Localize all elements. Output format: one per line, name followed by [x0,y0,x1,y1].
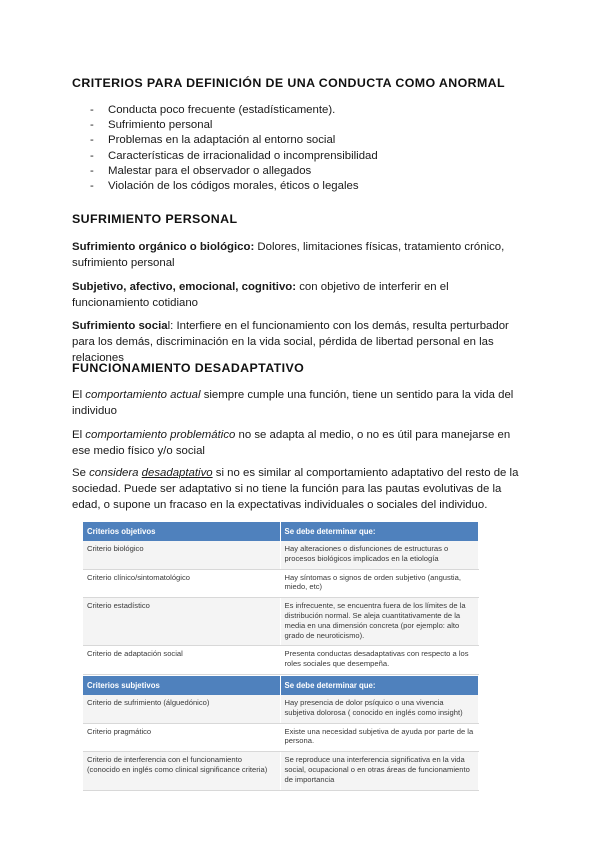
table-cell: Criterio de sufrimiento (álguedónico) [83,695,280,723]
list-item: - Malestar para el observador o allegados [90,164,378,179]
list-item: - Conducta poco frecuente (estadísticamente). [90,103,378,118]
paragraph-actual [72,387,528,419]
table-cell: Hay presencia de dolor psíquico o una vivencia subjetiva dolorosa ( conocido en inglés como insight) [280,695,478,723]
table-cell: Criterio de adaptación social [83,646,280,675]
section-title-sufrimiento: SUFRIMIENTO PERSONAL [72,212,238,226]
table-cell: Criterio clínico/sintomatológico [83,569,280,598]
table-cell: Es infrecuente, se encuentra fuera de los límites de la distribución normal. Se aleja cuantitativamente de la media en una dimensión concreta (por ejemplo: alto grado de neuroticismo). [280,598,478,646]
term-organico: Sufrimiento orgánico o biológico: [72,241,255,253]
table-row [83,541,478,569]
list-item: - Sufrimiento personal [90,118,378,133]
section-title-funcionamiento: FUNCIONAMIENTO DESADAPTATIVO [72,361,305,375]
paragraph-problematico [72,427,528,459]
table-cell: Criterio pragmático [83,723,280,752]
table-row [83,598,478,646]
paragraph-text: El [72,429,86,441]
criteria-list [90,103,378,194]
table-cell: Se reproduce una interferencia significativa en la vida social, ocupacional o en otras áreas de funcionamiento de importancia [280,752,478,790]
paragraph-text: con objetivo de interferir en el funcionamiento cotidiano [72,281,449,309]
section-title-criterios: CRITERIOS PARA DEFINICIÓN DE UNA CONDUCTA COMO ANORMAL [72,76,505,90]
table-cell: Presenta conductas desadaptativas con respecto a los roles sociales que desempeña. [280,646,478,675]
term-subjetivo: Subjetivo, afectivo, emocional, cognitivo: [72,281,297,293]
term-considera: considera [89,467,139,479]
objective-criteria-table [83,522,479,675]
term-problematico: comportamiento problemático [85,429,236,441]
paragraph-text: Dolores, limitaciones físicas, tratamiento crónico, sufrimiento personal [72,241,505,269]
table-header: Criterios objetivos [83,522,280,541]
table-cell: Hay alteraciones o disfunciones de estructuras o procesos biológicos implicados en la etiología [280,541,478,569]
table-cell: Criterio de interferencia con el funcionamiento (conocido en inglés como clinical significance criteria) [83,752,280,790]
table-row [83,569,478,598]
paragraph-text: Se [72,467,90,479]
paragraph-text: siempre cumple una función, tiene un sentido para la vida del individuo [72,389,514,417]
list-item: - Características de irracionalidad o incomprensibilidad [90,149,378,164]
paragraph-text: l: Interfiere en el funcionamiento con los demás, resulta perturbador para los demás, discriminación en la vida social, pérdida de libertad personal en las relaciones [72,320,509,364]
paragraph-organico [72,239,528,271]
table-header: Se debe determinar que: [280,676,478,695]
table-cell: Hay síntomas o signos de orden subjetivo (angustia, miedo, etc) [280,569,478,598]
table-row [83,646,478,675]
paragraph-text: si no es similar al comportamiento adaptativo del resto de la sociedad. Puede ser adaptativo si no tiene la función para las pautas evolutivas de la edad, o supone un fracaso en la expectativas individuales o sociales del individuo. [72,467,519,511]
term-desadaptativo: desadaptativo [141,467,213,479]
table-cell: Criterio estadístico [83,598,280,646]
table-cell: Criterio biológico [83,541,280,569]
table-header: Criterios subjetivos [83,676,280,695]
term-actual: comportamiento actual [85,389,201,401]
table-row [83,752,478,790]
paragraph-social [72,318,528,366]
subjective-criteria-table [83,676,479,791]
table-header: Se debe determinar que: [280,522,478,541]
paragraph-text: no se adapta al medio, o no es útil para manejarse en ese medio físico y/o social [72,429,511,457]
paragraph-desadaptativo [72,465,528,513]
paragraph-text: El [72,389,86,401]
paragraph-subjetivo [72,279,528,311]
table-cell: Existe una necesidad subjetiva de ayuda por parte de la persona. [280,723,478,752]
term-social: Sufrimiento socia [72,320,168,332]
table-row [83,695,478,723]
list-item: - Problemas en la adaptación al entorno social [90,133,378,148]
list-item: - Violación de los códigos morales, éticos o legales [90,179,378,194]
table-row [83,723,478,752]
